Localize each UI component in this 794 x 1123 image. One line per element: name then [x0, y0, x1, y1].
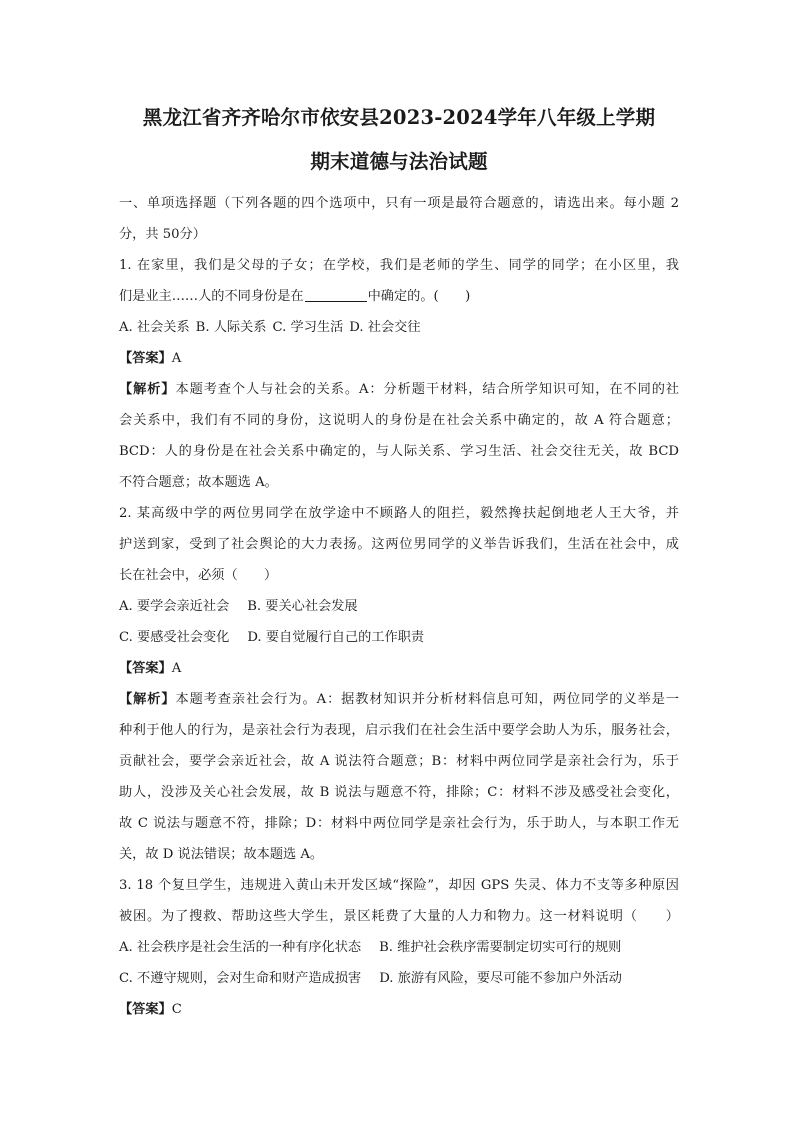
q1-stem-line-1: 1. 在家里，我们是父母的子女；在学校，我们是老师的学生、同学的同学；在小区里，我 — [119, 258, 679, 273]
q2-options-row-2 — [119, 622, 679, 653]
q2-option-b: B. 要关心社会发展 — [247, 599, 358, 614]
q2-analysis-line-1 — [119, 684, 679, 715]
q3-option-d: D. 旅游有风险，要尽可能不参加户外活动 — [379, 971, 622, 986]
q3-options-row-1 — [119, 932, 679, 963]
q1-answer — [119, 343, 679, 374]
q3-stem-line-2: 被困。为了搜救、帮助这些大学生，景区耗费了大量的人力和物力。这一材料说明（ ） — [119, 909, 679, 924]
q2-analysis-text-1: 本题考查亲社会行为。A：据教材知识并分析材料信息可知，两位同学的义举是一 — [175, 692, 679, 707]
q1-analysis-text-1: 本题考查个人与社会的关系。A：分析题干材料，结合所学知识可知，在不同的社 — [175, 382, 679, 397]
section-heading-line-1: 一、单项选择题（下列各题的四个选项中，只有一项是最符合题意的，请选出来。每小题 2 — [119, 196, 679, 211]
q2-answer-label: 【答案】 — [119, 661, 172, 676]
q1-answer-value: A — [171, 351, 182, 366]
q1-analysis-line-1 — [119, 374, 679, 405]
document-body — [119, 188, 679, 1025]
q2-answer-value: A — [171, 661, 182, 676]
q1-analysis-line-3: BCD：人的身份是在社会关系中确定的，与人际关系、学习生活、社会交往无关，故 BCD — [119, 444, 679, 459]
q2-stem-line-1: 2. 某高级中学的两位男同学在放学途中不顾路人的阻拦，毅然搀扶起倒地老人王大爷，并 — [119, 506, 679, 521]
q1-stem-text-b: 中确定的。( ) — [367, 289, 471, 304]
title-line-1: 黑龙江省齐齐哈尔市依安县2023-2024学年八年级上学期 — [142, 106, 656, 129]
q2-analysis-line-6: 关，故 D 说法错误；故本题选 A。 — [119, 847, 324, 862]
q1-option-b: B. 人际关系 — [195, 320, 267, 335]
q2-option-a: A. 要学会亲近社会 — [119, 599, 230, 614]
q3-option-a: A. 社会秩序是社会生活的一种有序化状态 — [119, 940, 362, 955]
q1-stem-line-2 — [119, 281, 679, 312]
q2-option-c: C. 要感受社会变化 — [119, 630, 230, 645]
section-heading-line-2: 分，共 50分） — [119, 227, 206, 242]
q1-stem-text-a: 们是业主……人的不同身份是在 — [119, 289, 304, 304]
q2-options-row-1 — [119, 591, 679, 622]
q2-analysis-line-5: 故 C 说法与题意不符，排除；D：材料中两位同学是亲社会行为，乐于助人，与本职工作无 — [119, 816, 679, 831]
document-title — [119, 96, 679, 184]
q1-analysis-line-2: 会关系中，我们有不同的身份，这说明人的身份是在社会关系中确定的，故 A 符合题意； — [119, 413, 679, 428]
q1-option-a: A. 社会关系 — [119, 320, 190, 335]
q1-analysis-line-4: 不符合题意；故本题选 A。 — [119, 475, 278, 490]
q1-option-d: D. 社会交往 — [349, 320, 421, 335]
q3-stem-line-1: 3. 18 个复旦学生，违规进入黄山未开发区域“探险”，却因 GPS 失灵、体力不支等多种原因 — [119, 878, 679, 893]
q2-stem-line-3: 长在社会中，必须（ ） — [119, 568, 278, 583]
q1-options — [119, 312, 679, 343]
q3-option-c: C. 不遵守规则，会对生命和财产造成损害 — [119, 971, 362, 986]
q3-answer-label: 【答案】 — [119, 1002, 172, 1017]
title-line-2: 期末道德与法治试题 — [310, 150, 488, 173]
q2-option-d: D. 要自觉履行自己的工作职责 — [247, 630, 425, 645]
document-page — [119, 96, 679, 1025]
q2-answer — [119, 653, 679, 684]
q3-answer-value: C — [171, 1002, 182, 1017]
q2-analysis-line-2: 种利于他人的行为，是亲社会行为表现，启示我们在社会生活中要学会助人为乐，服务社会， — [119, 723, 679, 738]
q2-analysis-label: 【解析】 — [119, 692, 176, 707]
q1-analysis-label: 【解析】 — [119, 382, 176, 397]
q2-analysis-line-4: 助人，没涉及关心社会发展，故 B 说法与题意不符，排除；C：材料不涉及感受社会变化， — [119, 785, 679, 800]
q1-answer-label: 【答案】 — [119, 351, 172, 366]
q2-stem-line-2: 护送到家，受到了社会舆论的大力表扬。这两位男同学的义举告诉我们，生活在社会中，成 — [119, 537, 679, 552]
q3-option-b: B. 维护社会秩序需要制定切实可行的规则 — [379, 940, 622, 955]
q1-option-c: C. 学习生活 — [272, 320, 344, 335]
q1-fill-blank — [305, 287, 367, 302]
q3-options-row-2 — [119, 963, 679, 994]
q3-answer — [119, 994, 679, 1025]
q2-analysis-line-3: 贡献社会，要学会亲近社会，故 A 说法符合题意；B：材料中两位同学是亲社会行为，乐于 — [119, 754, 679, 769]
